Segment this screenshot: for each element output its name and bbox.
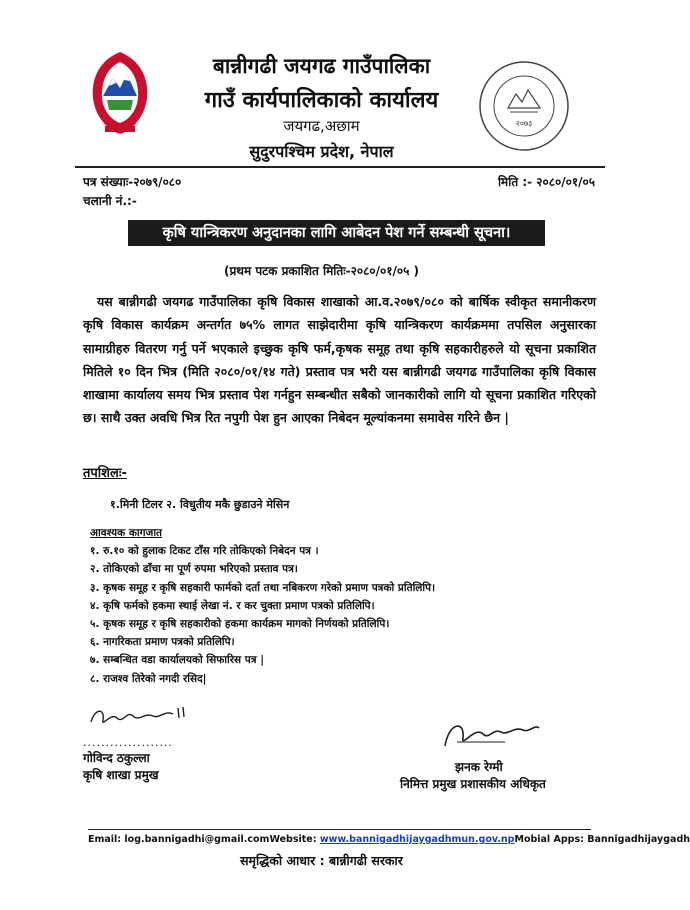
signature-line: .................... bbox=[83, 736, 173, 749]
footer-divider bbox=[88, 829, 591, 830]
signatory-name-right: झनक रेग्मी bbox=[455, 760, 503, 774]
office-name: गाउँ कार्यपालिकाको कार्यालय bbox=[204, 88, 439, 113]
document-item: ४. कृषि फर्मको हकमा स्थाई लेखा नं. र कर चुक्ता प्रमाण पत्रको प्रतिलिपि। bbox=[90, 599, 375, 612]
signature-block-left bbox=[83, 702, 283, 783]
handwritten-signature-left bbox=[83, 702, 193, 732]
required-documents bbox=[90, 524, 435, 688]
municipality-name: बान्नीगढी जयगढ गाउँपालिका bbox=[212, 54, 431, 78]
header-divider bbox=[75, 166, 605, 168]
document-item: १. रु.१० को हुलाक टिकट टाँस गरि तोकिएको निबेदन पत्र । bbox=[90, 545, 319, 558]
province-country: सुदुरपश्चिम प्रदेश, नेपाल bbox=[249, 142, 394, 161]
notice-subject: कृषि यान्त्रिकरण अनुदानका लागि आबेदन पेश गर्ने सम्बन्धी सूचना। bbox=[128, 220, 545, 246]
office-seal-stamp bbox=[478, 60, 570, 152]
reference-number: पत्र संख्याः-२०७९/०८० bbox=[83, 175, 182, 189]
dispatch-number: चलानी नं.:- bbox=[83, 194, 137, 208]
footer-website-link[interactable]: www.bannigadhijaygadhmun.gov.np bbox=[319, 834, 515, 845]
notice-body: यस बान्नीगढी जयगढ गाउँपालिका कृषि विकास शाखाको आ.व.२०७९/०८० को बार्षिक स्वीकृत समानीकरण कृषि विकास कार्यक्रम अन्तर्गत ७५% लागत साझेदारीमा कृषि यान्त्रिकरण कार्यक्रममा तपसिल अनुसारका सामाग्रीहरु वितरण गर्नु पर्ने भएकाले इच्छुक कृषि फर्म,कृषक समूह तथा कृषि सहकारीहरुले यो सूचना प्रकाशित मितिले १० दिन भित्र (मिति २०८०/०१/१४ गते) प्रस्ताव पत्र भरी यस बान्नीगढी जयगढ गाउँपालिका कृषि विकास शाखामा कार्यालय समय भित्र प्रस्ताव पेश गर्नहुन सम्बन्धीत सबैको जानकारीको लागि यो सूचना प्रकाशित गरिएको छ। साथै उक्त अवधि भित्र रित नपुगी पेश हुन आएका निबेदन मूल्यांकनमा समावेस गरिने छैन | bbox=[83, 294, 596, 426]
signatory-name-left: गोविन्द ठकुल्ला bbox=[83, 751, 150, 765]
letter-date: मिति :- २०८०/०१/०५ bbox=[497, 175, 595, 189]
footer-motto: समृद्धिको आधार : बान्नीगढी सरकार bbox=[240, 853, 403, 868]
signatory-role-left: कृषि शाखा प्रमुख bbox=[83, 768, 159, 782]
footer-mobile-apps: Mobial Apps: Bannigadhijaygadh bbox=[514, 834, 690, 845]
footer-email[interactable]: Email: log.bannigadhi@gmail.com bbox=[88, 834, 270, 845]
required-documents-title: आवश्यक कागजात bbox=[90, 527, 163, 539]
signatory-role-right: निमित्त प्रमुख प्रशासकीय अधिकृत bbox=[400, 777, 546, 791]
document-item: ६. नागरिकता प्रमाण पत्रको प्रतिलिपि। bbox=[90, 636, 235, 649]
details-heading: तपशिलः- bbox=[83, 466, 127, 481]
footer-contact bbox=[88, 834, 690, 845]
first-published-date: (प्रथम पटक प्रकाशित मितिः-२०८०/०१/०५ ) bbox=[223, 264, 419, 278]
svg-text:२०७३: २०७३ bbox=[515, 119, 533, 128]
signature-block-right bbox=[400, 712, 600, 792]
document-item: ५. कृषक समूह र कृषि सहकारीको हकमा कार्यक्रम मागको निर्णयको प्रतिलिपि। bbox=[90, 618, 390, 631]
footer-website-label: Website: bbox=[269, 834, 320, 845]
office-address: जयगढ,अछाम bbox=[283, 117, 360, 135]
document-item: २. तोकिएको ढाँचा मा पूर्ण रुपमा भरिएको प्रस्ताव पत्र। bbox=[90, 563, 298, 576]
document-item: ८. राजश्व तिरेको नगदी रसिद| bbox=[90, 672, 207, 685]
equipment-items: १.मिनी टिलर २. विधुतीय मकै छुडाउने मेसिन bbox=[110, 498, 290, 511]
document-item: ३. कृषक समूह र कृषि सहकारी फार्मको दर्ता तथा नबिकरण गरेको प्रमाण पत्रको प्रतिलिपि। bbox=[90, 581, 436, 594]
document-item: ७. सम्बन्धित वडा कार्यालयको सिफारिस पत्र | bbox=[90, 654, 265, 667]
handwritten-signature-right bbox=[435, 712, 545, 754]
